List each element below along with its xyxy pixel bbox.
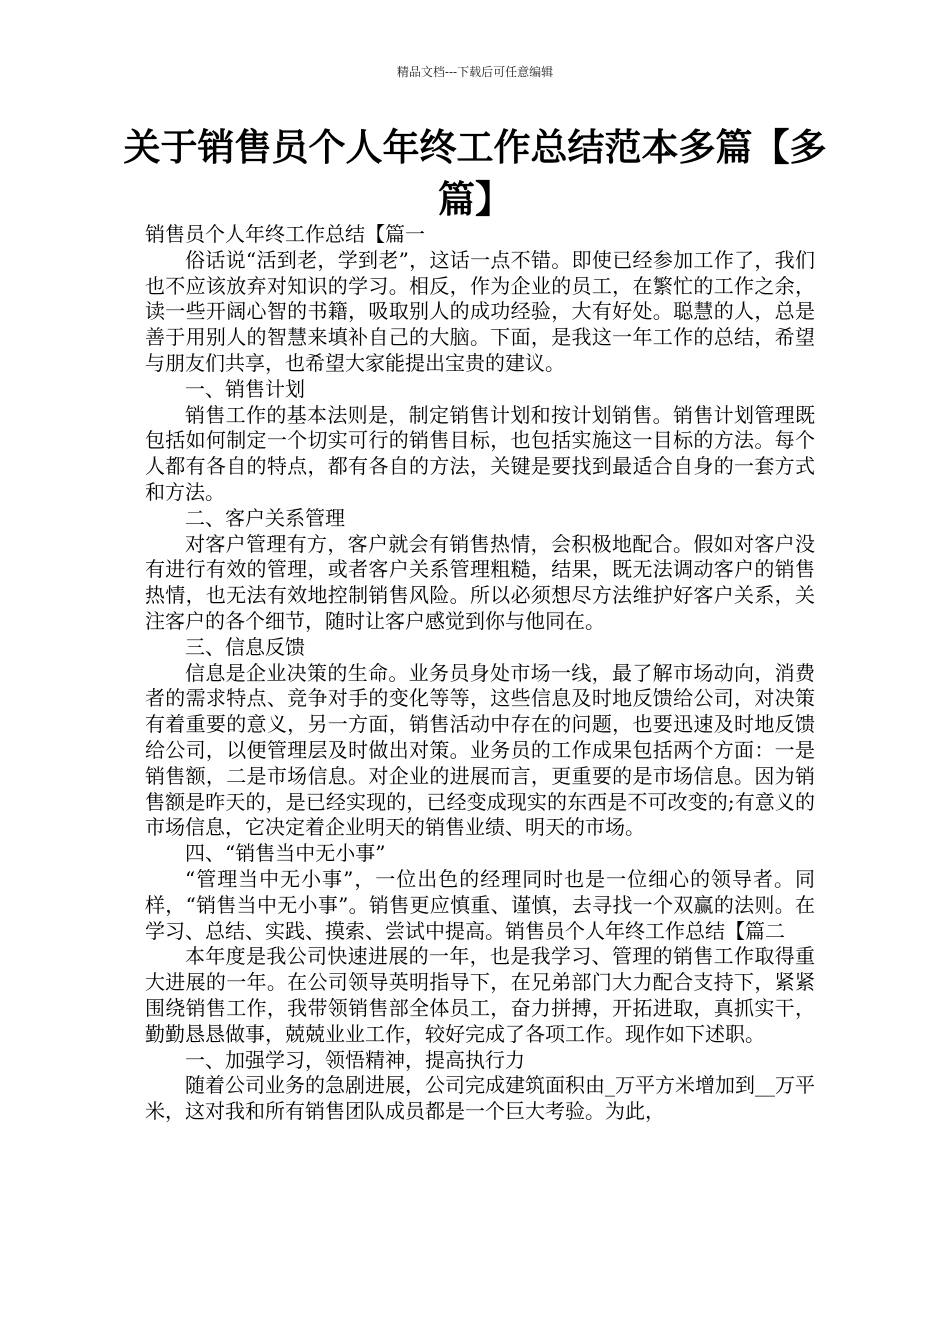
document-body <box>145 222 815 1125</box>
paragraph: 本年度是我公司快速进展的一年，也是我学习、管理的销售工作取得重大进展的一年。在公司领导英明指导下，在兄弟部门大力配合支持下，紧紧围绕销售工作，我带领销售部全体员工，奋力拼搏，开拓进取，真抓实干，勤勤恳恳做事，兢兢业业工作，较好完成了各项工作。现作如下述职。 <box>145 944 815 1046</box>
header-note: 精品文档---下载后可任意编辑 <box>396 65 554 79</box>
paragraph: 信息是企业决策的生命。业务员身处市场一线，最了解市场动向，消费者的需求特点、竞争对手的变化等等，这些信息及时地反馈给公司，对决策有着重要的意义，另一方面，销售活动中存在的问题，也要迅速及时地反馈给公司，以便管理层及时做出对策。业务员的工作成果包括两个方面：一是销售额，二是市场信息。对企业的进展而言，更重要的是市场信息。因为销售额是昨天的，是已经实现的，已经变成现实的东西是不可改变的;有意义的市场信息，它决定着企业明天的销售业绩、明天的市场。 <box>145 660 815 840</box>
section-heading: 一、销售计划 <box>185 376 305 401</box>
section-heading: 二、客户关系管理 <box>185 505 345 530</box>
section-label: 销售员个人年终工作总结【篇一 <box>145 222 425 246</box>
paragraph: 俗话说“活到老，学到老”，这话一点不错。即使已经参加工作了，我们也不应该放弃对知识的学习。相反，作为企业的员工，在繁忙的工作之余，读一些开阔心智的书籍，吸取别人的成功经验，大有好处。聪慧的人，总是善于用别人的智慧来填补自己的大脑。下面，是我这一年工作的总结，希望与朋友们共享，也希望大家能提出宝贵的建议。 <box>145 247 815 375</box>
paragraph: 随着公司业务的急剧进展，公司完成建筑面积由_万平方米增加到__万平米，这对我和所有销售团队成员都是一个巨大考验。为此， <box>145 1073 815 1124</box>
section-heading: 三、信息反馈 <box>185 634 305 659</box>
paragraph: 对客户管理有方，客户就会有销售热情，会积极地配合。假如对客户没有进行有效的管理，或者客户关系管理粗糙，结果，既无法调动客户的销售热情，也无法有效地控制销售风险。所以必须想尽方法维护好客户关系，关注客户的各个细节，随时让客户感觉到你与他同在。 <box>145 531 815 633</box>
paragraph: 销售工作的基本法则是，制定销售计划和按计划销售。销售计划管理既包括如何制定一个切实可行的销售目标，也包括实施这一目标的方法。每个人都有各自的特点，都有各自的方法，关键是要找到最适合自身的一套方式和方法。 <box>145 402 815 504</box>
document-title: 关于销售员个人年终工作总结范本多篇【多篇】 <box>123 126 827 221</box>
paragraph: “管理当中无小事”，一位出色的经理同时也是一位细心的领导者。同样，“销售当中无小事”。销售更应慎重、谨慎，去寻找一个双赢的法则。在学习、总结、实践、摸索、尝试中提高。销售员个人年终工作总结【篇二 <box>145 866 815 943</box>
section-heading: 一、加强学习，领悟精神，提高执行力 <box>185 1047 525 1072</box>
section-heading: 四、“销售当中无小事” <box>185 841 386 866</box>
